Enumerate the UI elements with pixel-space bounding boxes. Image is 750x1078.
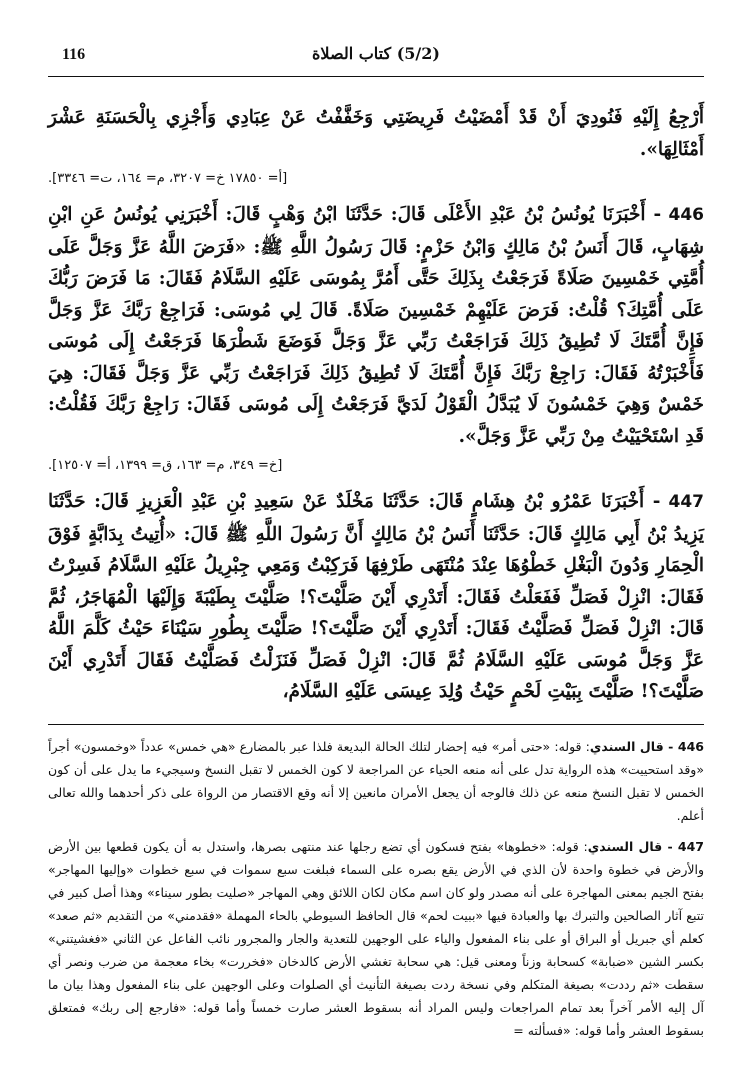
- book-page: [48, 28, 704, 1050]
- footnote-text: : قوله: «خطوها» بفتح فسكون أي تضع رجلها عند منتهى بصرها، واستدل به أن يكون قطعها بين الأرض والأرض في خطوة واحدة لأن الذي في الأرض يقع بصره على السماء فبلغت سبع سموات في سبع خطوات «وإليها المهاجر» بفتح الجيم بمعنى المهاجرة على أنه مصدر ولو كان اسم مكان لكان اللائق وهي المهاجر «صليت بطور سيناء» وهذا أصل كبير في تتبع آثار الصالحين والتبرك بها والعبادة فيها «ببيت لحم» قال الحافظ السيوطي بالحاء المهملة «فقدمني» من التقديم «ثم صعد» كعلم أي جبريل أو البراق أو على بناء المفعول والياء على الوجهين للتعدية والجار والمجرور نائب الفاعل عن الثاني «فغشيتني» بكسر الشين «ضبابة» كسحابة وزناً ومعنى قيل: هي سحابة تغشي الأرض كالدخان «فخررت» بخاء معجمة من ضرب ونصر أي سقطت «ثم رددت» بصيغة المتكلم وفي نسخة ردت بصيغة التأنيث أي الصلوات وعلى الوجهين على بناء المفعول وهذا بيان ما آل إليه الأمر آخراً بعد تمام المراجعات وليس المراد أنه بسقوط العشر صارت خمساً وأما قوله: «فارجع إلى ربك» فمتعلق بسقوط العشر وأما قوله: «فسألته =: [48, 838, 704, 1038]
- page-header: [48, 28, 704, 68]
- lead-text: أَرْجِعُ إِلَيْهِ فَنُودِيَ أَنْ قَدْ أَمْضَيْتُ فَرِيضَتِي وَخَفَّفْتُ عَنْ عِبَادِي وَأَجْزِي بِالْحَسَنَةِ عَشْرَ أَمْثَالِهَا».: [48, 107, 704, 160]
- page-number: 116: [62, 46, 86, 63]
- hadith-text: - أَخْبَرَنَا عَمْرُو بْنُ هِشَامٍ قَالَ: حَدَّثَنَا مَخْلَدٌ عَنْ سَعِيدِ بْنِ عَبْدِ الْعَزِيزِ قَالَ: حَدَّثَنَا يَزِيدُ بْنُ أَبِي مَالِكٍ قَالَ: حَدَّثَنَا أَنَسُ بْنُ مَالِكٍ أَنَّ رَسُولَ اللَّهِ ﷺ قَالَ: «أُتِيتُ بِدَابَّةٍ فَوْقَ الْحِمَارِ وَدُونَ الْبَغْلِ خَطْوُهَا عِنْدَ مُنْتَهَى طَرْفِهَا فَرَكِبْتُ وَمَعِي جِبْرِيلُ عَلَيْهِ السَّلَامُ فَسِرْتُ فَقَالَ: انْزِلْ فَصَلِّ فَفَعَلْتُ فَقَالَ: أَتَدْرِي أَيْنَ صَلَّيْتَ؟! صَلَّيْتَ بِطَيْبَةَ وَإِلَيْهَا الْمُهَاجَرُ، ثُمَّ قَالَ: انْزِلْ فَصَلِّ فَصَلَّيْتُ فَقَالَ: أَتَدْرِي أَيْنَ صَلَّيْتَ؟! صَلَّيْتَ بِطُورِ سَيْنَاءَ حَيْثُ كَلَّمَ اللَّهُ عَزَّ وَجَلَّ مُوسَى عَلَيْهِ السَّلَامُ ثُمَّ قَالَ: انْزِلْ فَصَلِّ فَنَزَلْتُ فَصَلَّيْتُ فَقَالَ أَتَدْرِي أَيْنَ صَلَّيْتَ؟! صَلَّيْتَ بِبَيْتِ لَحْمٍ حَيْثُ وُلِدَ عِيسَى عَلَيْهِ السَّلَامُ،: [48, 491, 704, 702]
- hadith-446-reference: [خ= ٣٤٩، م= ١٦٣، ق= ١٣٩٩، أ= ١٢٥٠٧].: [48, 458, 283, 473]
- main-text: [48, 102, 704, 708]
- footnote-label: 447 - قال السندي: [587, 838, 704, 854]
- footnote-divider: [48, 724, 704, 725]
- footnote-446: [48, 735, 704, 827]
- header-divider: [48, 76, 704, 77]
- hadith-number: 447: [668, 492, 705, 512]
- lead-paragraph: [48, 102, 704, 165]
- footnote-447: [48, 835, 704, 1042]
- hadith-text: - أَخْبَرَنَا يُونُسُ بْنُ عَبْدِ الأَعْلَى قَالَ: حَدَّثَنَا ابْنُ وَهْبٍ قَالَ: أَخْبَرَنِي يُونُسُ عَنِ ابْنِ شِهَابٍ، قَالَ أَنَسُ بْنُ مَالِكٍ وَابْنُ حَزْمٍ: قَالَ رَسُولُ اللَّهِ ﷺ: «فَرَضَ اللَّهُ عَزَّ وَجَلَّ عَلَى أُمَّتِي خَمْسِينَ صَلَاةً فَرَجَعْتُ بِذَلِكَ حَتَّى أَمُرَّ بِمُوسَى عَلَيْهِ السَّلَامُ فَقَالَ: مَا فَرَضَ رَبُّكَ عَلَى أُمَّتِكَ؟ قُلْتُ: فَرَضَ عَلَيْهِمْ خَمْسِينَ صَلَاةً. قَالَ لِي مُوسَى: فَرَاجِعْ رَبَّكَ عَزَّ وَجَلَّ فَإِنَّ أُمَّتَكَ لَا تُطِيقُ ذَلِكَ فَرَاجَعْتُ رَبِّي عَزَّ وَجَلَّ فَوَضَعَ شَطْرَهَا فَرَجَعْتُ إِلَى مُوسَى فَأَخْبَرْتُهُ فَقَالَ: رَاجِعْ رَبَّكَ فَإِنَّ أُمَّتَكَ لَا تُطِيقُ ذَلِكَ فَرَاجَعْتُ رَبِّي عَزَّ وَجَلَّ فَقَالَ: هِيَ خَمْسٌ وَهِيَ خَمْسُونَ لَا يُبَدَّلُ الْقَوْلُ لَدَيَّ فَرَجَعْتُ إِلَى مُوسَى فَقَالَ: رَاجِعْ رَبَّكَ فَقُلْتُ: قَدِ اسْتَحْيَيْتُ مِنْ رَبِّي عَزَّ وَجَلَّ».: [48, 204, 704, 447]
- hadith-number: 446: [668, 205, 705, 225]
- footnote-text: : قوله: «حتى أمر» فيه إحضار لتلك الحالة البديعة فلذا عبر بالمضارع «هي خمس» عدداً «وخمسون» أجراً «وقد استحييت» هذه الرواية تدل على أنه منعه الحياء عن المراجعة لا كون الخمس لا تقبل النسخ وسيجيء ما يدل على أن كون الخمس لا تقبل النسخ منعه عن ذلك فالوجه أن يجعل الأمران مانعين إلا أنه وقع الاقتصار من الرواة على ذكر أحدهما والله تعالى أعلم.: [48, 738, 704, 823]
- hadith-447: [48, 486, 704, 708]
- lead-reference: [أ= ١٧٨٥٠ خ= ٣٢٠٧، م= ١٦٤، ت= ٣٣٤٦].: [48, 171, 288, 186]
- hadith-446: [48, 199, 704, 452]
- footnotes: [48, 735, 704, 1042]
- footnote-label: 446 - قال السندي: [589, 738, 704, 754]
- running-title: (5/2) كتاب الصلاة: [312, 44, 440, 63]
